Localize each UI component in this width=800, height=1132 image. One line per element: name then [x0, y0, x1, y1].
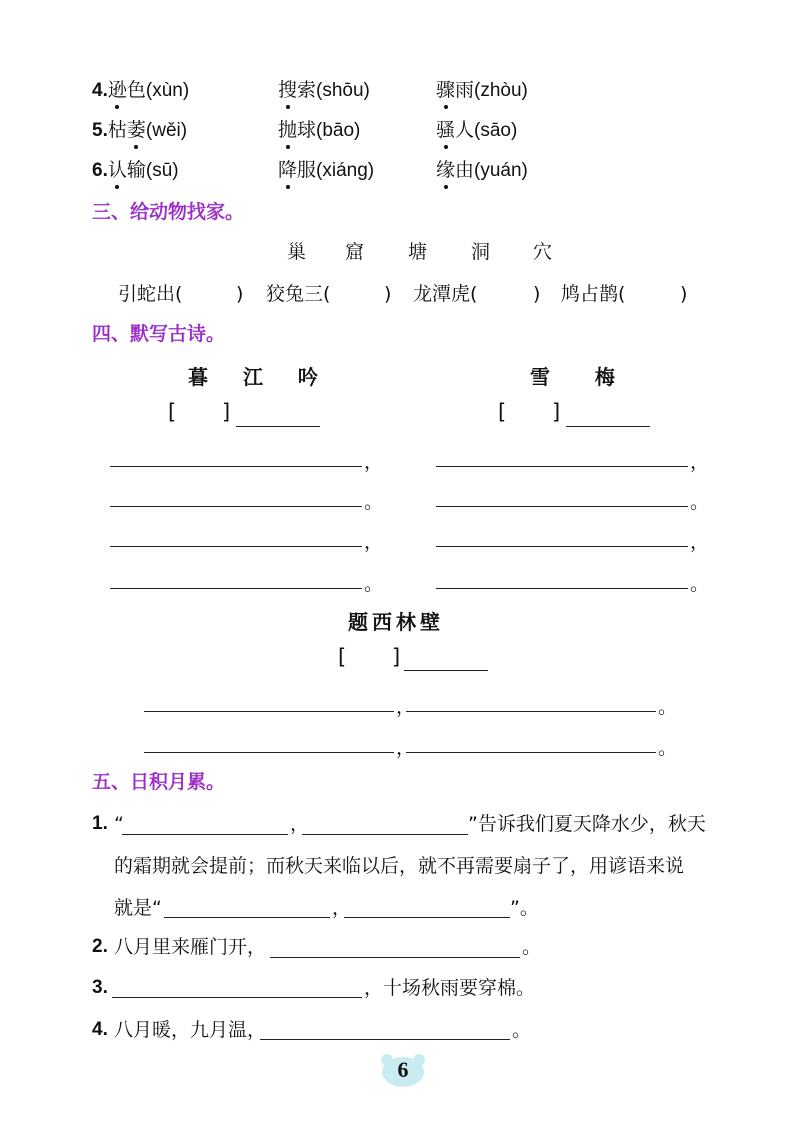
dotted-char: 抛	[278, 119, 298, 141]
question-number: 1.	[92, 813, 108, 834]
answer-blank[interactable]	[164, 917, 330, 918]
answer-blank[interactable]	[436, 466, 688, 467]
answer-blank[interactable]	[344, 917, 510, 918]
word: 塘	[408, 241, 428, 263]
pinyin: (sāo)	[474, 120, 518, 141]
author-bracket-close: ]	[222, 400, 231, 424]
question-text: 的霜期就会提前；而秋天来临以后，就不再需要扇子了，用谚语来说	[114, 855, 685, 877]
char: 色	[126, 79, 146, 101]
dotted-char: 降	[278, 159, 298, 181]
pinyin-item	[436, 118, 517, 143]
pinyin: (sū)	[145, 160, 179, 181]
answer-blank[interactable]	[406, 752, 656, 753]
answer-blank[interactable]	[110, 588, 362, 589]
answer-blank[interactable]	[302, 834, 468, 835]
punctuation: 。	[364, 491, 384, 513]
word: 洞	[471, 241, 491, 263]
char: 索	[297, 79, 317, 101]
idiom-close: )	[533, 283, 541, 305]
idiom-close: )	[680, 283, 688, 305]
idiom-close: )	[236, 283, 244, 305]
pinyin: (zhòu)	[474, 80, 528, 101]
pinyin: (xùn)	[145, 80, 190, 101]
question-number: 4.	[92, 1019, 108, 1040]
punctuation: ，	[396, 696, 416, 718]
char: 服	[297, 159, 317, 181]
author-bracket-close: ]	[552, 400, 561, 424]
answer-blank[interactable]	[270, 957, 520, 958]
pinyin-item	[436, 158, 528, 183]
author-bracket-open: [	[168, 400, 177, 424]
idiom-text: 龙潭虎(	[413, 283, 478, 305]
answer-blank[interactable]	[110, 466, 362, 467]
section-heading: 三、给动物找家。	[92, 201, 245, 223]
pinyin-item	[92, 158, 179, 183]
char: 枯	[107, 119, 127, 141]
author-blank[interactable]	[404, 670, 488, 671]
answer-blank[interactable]	[144, 752, 394, 753]
idiom-close: )	[384, 283, 392, 305]
punctuation: 。	[658, 737, 678, 759]
section-heading: 四、默写古诗。	[92, 323, 226, 345]
open-quote: “	[114, 813, 124, 835]
close-quote: ”。	[510, 897, 539, 919]
question-text: 八月暖，九月温，	[114, 1019, 267, 1041]
char: 人	[455, 119, 475, 141]
punctuation: ，	[396, 737, 416, 759]
page-number-badge	[378, 1052, 428, 1088]
punctuation: 。	[690, 573, 710, 595]
pinyin: (bāo)	[316, 120, 361, 141]
author-blank[interactable]	[566, 426, 650, 427]
pinyin-item	[278, 158, 374, 183]
page-number: 6	[397, 1057, 409, 1082]
pinyin: (xiáng)	[316, 160, 375, 181]
item-number: 6.	[92, 160, 108, 181]
word: 窟	[345, 241, 365, 263]
punctuation: 。	[364, 573, 384, 595]
punctuation: ，	[690, 531, 710, 553]
idiom-text: 引蛇出(	[118, 283, 183, 305]
author-bracket-close: ]	[392, 645, 401, 669]
punctuation: 。	[512, 1019, 532, 1041]
poem-title: 题西林壁	[348, 610, 444, 634]
author-blank[interactable]	[236, 426, 320, 427]
section-heading: 五、日积月累。	[92, 771, 226, 793]
answer-blank[interactable]	[122, 834, 288, 835]
question-text: 八月里来雁门开，	[114, 936, 267, 958]
punctuation: 。	[658, 696, 678, 718]
word: 巢	[287, 241, 307, 263]
item-number: 5.	[92, 120, 108, 141]
pinyin: (wěi)	[145, 120, 188, 141]
answer-blank[interactable]	[436, 546, 688, 547]
char: 由	[455, 159, 475, 181]
pinyin: (yuán)	[474, 160, 528, 181]
dotted-char: 骚	[436, 119, 456, 141]
answer-blank[interactable]	[144, 711, 394, 712]
pinyin-item	[278, 118, 360, 143]
answer-blank[interactable]	[436, 506, 688, 507]
question-text: ”告诉我们夏天降水少，秋天	[468, 813, 706, 835]
poem-title: 雪 梅	[530, 365, 621, 389]
comma: ，	[332, 897, 352, 919]
dotted-char: 认	[107, 159, 127, 181]
answer-blank[interactable]	[110, 506, 362, 507]
question-text: 就是“	[114, 897, 162, 919]
punctuation: ，	[690, 451, 710, 473]
question-number: 2.	[92, 936, 108, 957]
idiom-text: 鸠占鹊(	[561, 283, 626, 305]
pinyin-item	[278, 78, 370, 103]
punctuation: 。	[522, 936, 542, 958]
answer-blank[interactable]	[260, 1039, 510, 1040]
dotted-char: 骤	[436, 79, 456, 101]
question-number: 3.	[92, 977, 108, 998]
answer-blank[interactable]	[436, 588, 688, 589]
dotted-char: 缘	[436, 159, 456, 181]
author-bracket-open: [	[338, 645, 347, 669]
dotted-char: 搜	[278, 79, 298, 101]
dotted-char: 萎	[126, 119, 146, 141]
dotted-char: 逊	[107, 79, 127, 101]
answer-blank[interactable]	[406, 711, 656, 712]
punctuation: ，	[364, 451, 384, 473]
idiom-text: 狡兔三(	[266, 283, 331, 305]
char: 雨	[455, 79, 475, 101]
punctuation: ，	[364, 531, 384, 553]
char: 球	[297, 119, 317, 141]
author-bracket-open: [	[498, 400, 507, 424]
item-number: 4.	[92, 80, 108, 101]
pinyin-item	[436, 78, 528, 103]
pinyin-item	[92, 78, 189, 103]
comma: ，	[290, 813, 310, 835]
answer-blank[interactable]	[110, 546, 362, 547]
pinyin-item	[92, 118, 187, 143]
answer-blank[interactable]	[112, 997, 362, 998]
poem-title: 暮 江 吟	[188, 365, 332, 389]
char: 输	[126, 159, 146, 181]
word: 穴	[533, 241, 553, 263]
punctuation: 。	[690, 491, 710, 513]
pinyin: (shōu)	[316, 80, 370, 101]
question-text: ，十场秋雨要穿棉。	[364, 977, 536, 999]
